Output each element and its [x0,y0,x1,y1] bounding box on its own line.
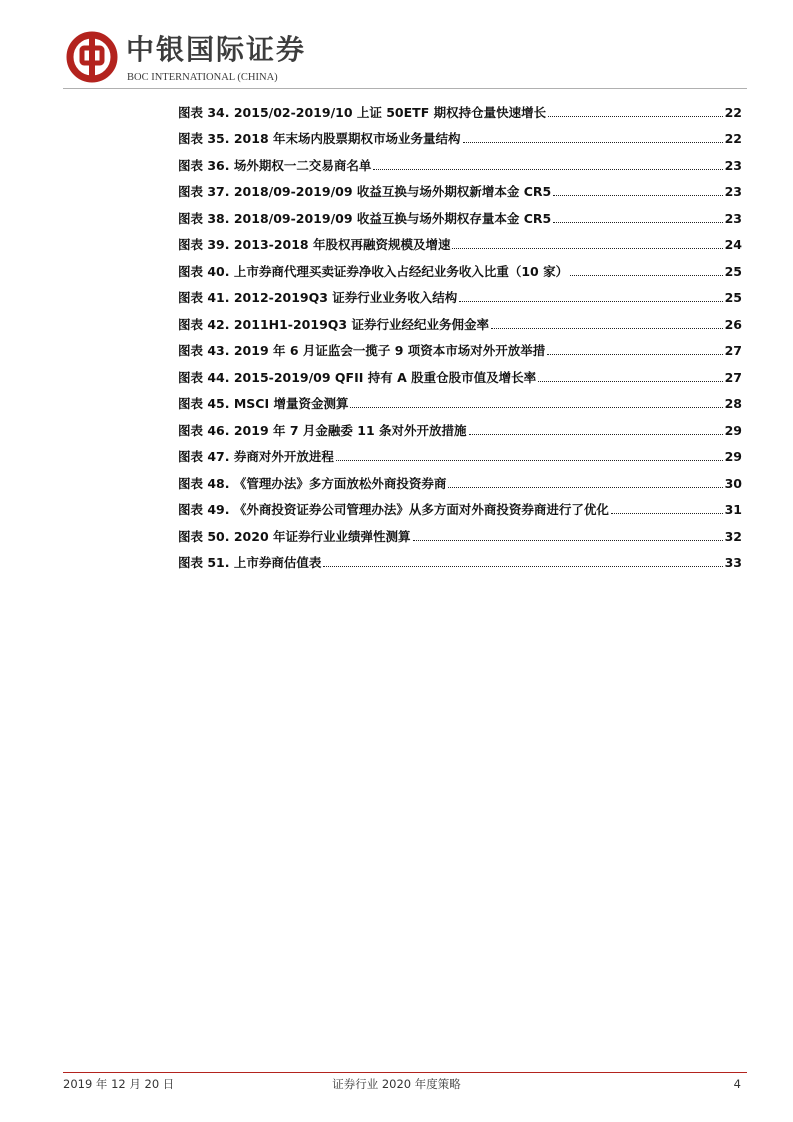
toc-leader-dots [336,460,723,461]
toc-leader-dots [570,275,722,276]
toc-leader-dots [459,301,722,302]
toc-leader-dots [452,248,722,249]
toc-entry[interactable] [178,281,742,308]
toc-entry[interactable] [178,175,742,202]
toc-entry[interactable] [178,360,742,387]
toc-entry-title[interactable]: 图表 38. 2018/09-2019/09 收益互换与场外期权存量本金 CR5 [178,210,552,226]
toc-entry[interactable] [178,546,742,573]
toc-entry[interactable] [178,493,742,520]
toc-entry-page[interactable]: 30 [724,475,742,491]
toc-entry[interactable] [178,413,742,440]
boc-logo-icon [66,31,118,83]
toc-entry-page[interactable]: 22 [724,131,742,146]
toc-entry-page[interactable]: 23 [724,157,742,173]
toc-entry-page[interactable]: 32 [724,528,742,544]
toc-entry-title[interactable]: 图表 43. 2019 年 6 月证监会一揽子 9 项资本市场对外开放举措 [178,343,546,358]
brand-name-cn: 中银国际证券 [126,33,307,66]
toc-entry-page[interactable]: 25 [724,263,742,279]
toc-entry-title[interactable]: 图表 42. 2011H1-2019Q3 证券行业经纪业务佣金率 [178,316,489,332]
toc-leader-dots [553,195,722,196]
toc-entry[interactable] [178,440,742,467]
toc-entry-page[interactable]: 26 [724,316,742,332]
toc-entry-page[interactable]: 27 [724,369,742,385]
toc-entry[interactable] [178,307,742,334]
toc-entry-title[interactable]: 图表 46. 2019 年 7 月金融委 11 条对外开放措施 [178,422,467,438]
toc-entry-page[interactable]: 24 [724,237,742,252]
toc-entry-page[interactable]: 29 [724,422,742,438]
toc-entry-page[interactable]: 23 [724,184,742,199]
toc-entry-title[interactable]: 图表 35. 2018 年末场内股票期权市场业务量结构 [178,131,461,146]
toc-entry-title[interactable]: 图表 45. MSCI 增量资金测算 [178,396,349,411]
toc-entry[interactable] [178,201,742,228]
toc-entry-title[interactable]: 图表 40. 上市券商代理买卖证券净收入占经纪业务收入比重（10 家） [178,263,569,279]
toc-leader-dots [553,222,722,223]
toc-entry-page[interactable]: 23 [724,210,742,226]
toc-entry-page[interactable]: 29 [724,449,742,464]
toc-entry-title[interactable]: 图表 41. 2012-2019Q3 证券行业业务收入结构 [178,290,458,305]
toc-entry[interactable] [178,387,742,414]
toc-leader-dots [413,540,723,541]
toc-entry-title[interactable]: 图表 39. 2013-2018 年股权再融资规模及增速 [178,237,451,252]
toc-entry[interactable] [178,334,742,361]
page-number: 4 [733,1077,741,1091]
footer-date: 2019 年 12 月 20 日 [63,1077,175,1091]
toc-entry-page[interactable]: 27 [724,343,742,358]
toc-leader-dots [469,434,723,435]
toc-leader-dots [611,513,723,514]
toc-leader-dots [373,169,722,170]
toc-leader-dots [491,328,723,329]
toc-entry[interactable] [178,95,742,122]
toc-entry-page[interactable]: 33 [724,555,742,570]
toc-entry-page[interactable]: 28 [724,396,742,411]
toc-entry[interactable] [178,148,742,175]
toc-entry-page[interactable]: 25 [724,290,742,305]
figure-index-list [178,95,742,572]
footer-report-title: 证券行业 2020 年度策略 [332,1077,461,1091]
toc-entry-title[interactable]: 图表 47. 券商对外开放进程 [178,449,334,464]
toc-entry[interactable] [178,254,742,281]
toc-entry[interactable] [178,122,742,149]
header-divider [63,88,747,89]
toc-leader-dots [323,566,722,567]
toc-entry-title[interactable]: 图表 34. 2015/02-2019/10 上证 50ETF 期权持仓量快速增长 [178,104,547,120]
toc-entry[interactable] [178,228,742,255]
toc-leader-dots [547,354,722,355]
toc-entry-title[interactable]: 图表 36. 场外期权一二交易商名单 [178,157,372,173]
toc-entry-title[interactable]: 图表 51. 上市券商估值表 [178,555,322,570]
toc-entry-page[interactable]: 22 [724,104,742,120]
footer-divider [63,1072,747,1073]
toc-entry-title[interactable]: 图表 50. 2020 年证券行业业绩弹性测算 [178,528,411,544]
toc-entry-title[interactable]: 图表 44. 2015-2019/09 QFII 持有 A 股重仓股市值及增长率 [178,369,537,385]
toc-entry-title[interactable]: 图表 48. 《管理办法》多方面放松外商投资券商 [178,475,447,491]
toc-entry-title[interactable]: 图表 49. 《外商投资证券公司管理办法》从多方面对外商投资券商进行了优化 [178,502,609,517]
toc-entry-page[interactable]: 31 [724,502,742,517]
toc-leader-dots [463,142,723,143]
toc-leader-dots [548,116,723,117]
toc-entry[interactable] [178,519,742,546]
brand-name-en: BOC INTERNATIONAL (CHINA) [127,72,278,83]
toc-leader-dots [538,381,722,382]
toc-leader-dots [350,407,722,408]
toc-leader-dots [448,487,722,488]
toc-entry[interactable] [178,466,742,493]
toc-entry-title[interactable]: 图表 37. 2018/09-2019/09 收益互换与场外期权新增本金 CR5 [178,184,552,199]
